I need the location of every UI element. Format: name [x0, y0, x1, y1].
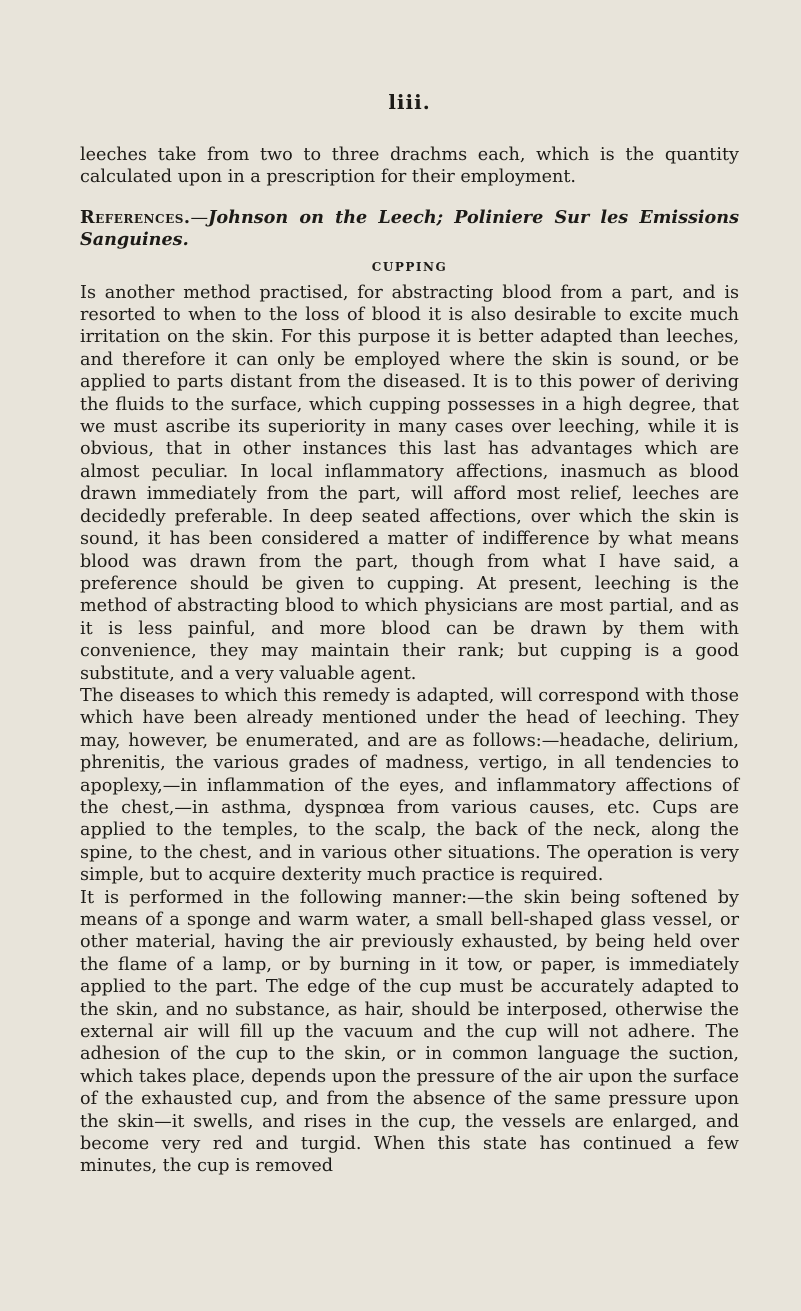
section-heading: CUPPING: [371, 259, 448, 274]
page-number: liii.: [388, 90, 431, 114]
references: [80, 207, 739, 252]
paragraph: The diseases to which this remedy is adapted, will correspond with those which have been already mentioned under the head of leeching. They may, however, be enumerated, and are as follows:—headache, delirium, phrenitis, the various grades of madness, vertigo, in all tendencies to apoplexy,—in inflammation of the eyes, and inflammatory affections of the chest,—in asthma, dyspnœa from various causes, etc. Cups are applied to the temples, to the scalp, the back of the neck, along the spine, to the chest, and in various other situations. The operation is very simple, but to acquire dexterity much practice is required.: [80, 685, 739, 886]
references-works: Johnson on the Leech; Poliniere Sur les Emissions Sanguines.: [80, 206, 739, 251]
references-lead: References.: [80, 206, 191, 228]
paragraph: Is another method practised, for abstracting blood from a part, and is resorted to when to the loss of blood it is also desirable to excite much irritation on the skin. For this purpose it is better adapted than leeches, and therefore it can only be employed where the skin is sound, or be applied to parts distant from the diseased. It is to this power of deriving the fluids to the surface, which cupping possesses in a high degree, that we must ascribe its superiority in many cases over leeching, while it is obvious, that in other instances this last has advantages which are almost peculiar. In local inflammatory affections, inasmuch as blood drawn immediately from the part, will afford most relief, leeches are decidedly preferable. In deep seated affections, over which the skin is sound, it has been considered a matter of indifference by what means blood was drawn from the part, though from what I have said, a preference should be given to cupping. At present, leeching is the method of abstracting blood to which physicians are most partial, and as it is less painful, and more blood can be drawn by them with convenience, they may maintain their rank; but cupping is a good substitute, and a very valuable agent.: [80, 282, 739, 684]
paragraph: It is performed in the following manner:—the skin being softened by means of a sponge and warm water, a small bell-shaped glass vessel, or other material, having the air previously exhausted, by being held over the flame of a lamp, or by burning in it tow, or paper, is immediately applied to the part. The edge of the cup must be accurately adapted to the skin, and no substance, as hair, should be interposed, otherwise the external air will fill up the vacuum and the cup will not adhere. The adhesion of the cup to the skin, or in common language the suction, which takes place, depends upon the pressure of the air upon the surface of the exhausted cup, and from the absence of the same pressure upon the skin—it swells, and rises in the cup, the vessels are enlarged, and become very red and turgid. When this state has continued a few minutes, the cup is removed: [80, 887, 739, 1177]
opening-paragraph: leeches take from two to three drachms each, which is the quantity calculated upon in a prescription for their employment.: [80, 145, 739, 188]
references-dash: —: [190, 207, 209, 228]
